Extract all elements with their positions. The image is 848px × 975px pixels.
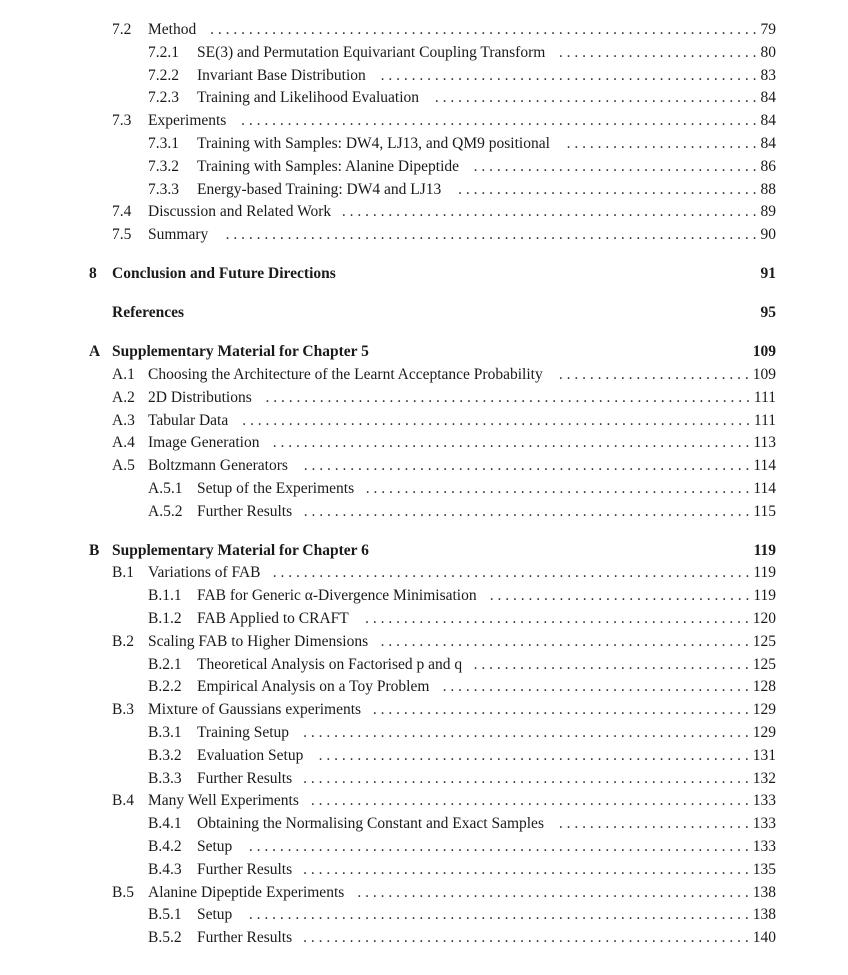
entry-title: Evaluation Setup: [197, 746, 304, 764]
entry-title: Method: [148, 21, 197, 38]
entry-page-number: 135: [752, 860, 776, 878]
toc-subsection-entry[interactable]: [0, 65, 848, 88]
entry-title: 2D Distributions: [148, 388, 252, 406]
entry-number: A.5.2: [148, 502, 183, 520]
entry-page-number: 111: [753, 411, 776, 429]
toc-subsection-entry[interactable]: [0, 608, 848, 631]
toc-section-entry[interactable]: [0, 790, 848, 813]
entry-number: A.2: [112, 388, 135, 406]
entry-number: A.4: [112, 434, 135, 452]
entry-page-number: 86: [760, 157, 776, 175]
toc-subsection-entry[interactable]: [0, 501, 848, 524]
dot-leader: . . . . . . . . . . . . . . . . . . . . . . . . . .: [555, 43, 757, 61]
entry-number: B.2.2: [148, 678, 182, 696]
dot-leader: . . . . . . . . . . . . . . . . . . . . . . . . . . . . . . . . . . . . . . . . . . . . . . . .: [376, 632, 749, 650]
entry-title: Alanine Dipeptide Experiments: [148, 883, 345, 901]
entry-title: Choosing the Architecture of the Learnt Acceptance Probability: [148, 365, 543, 383]
entry-number: B.3.1: [148, 724, 182, 742]
entry-title: Further Results: [197, 929, 293, 947]
entry-page-number: 125: [752, 655, 776, 673]
entry-number: A: [89, 343, 101, 361]
entry-number: B.4.2: [148, 838, 182, 856]
dot-leader: . . . . . . . . . . . . . . . . . . . . . . . . . . . . . . . . . . . . . . . . . . . . . . . . . . . . . . . . . .: [299, 502, 750, 520]
entry-number: B.4.3: [148, 860, 182, 878]
entry-page-number: 113: [753, 434, 776, 452]
entry-title: Training with Samples: DW4, LJ13, and QM9 positional: [197, 134, 550, 152]
entry-title: Many Well Experiments: [148, 792, 299, 810]
dot-leader: . . . . . . . . . . . . . . . . . . . . . . . . . . . . . . . . . . . . . . . . . . . . . . . . . . . . . . . . . . . . . . . . . .: [238, 411, 750, 429]
entry-page-number: 140: [752, 929, 776, 947]
entry-number: A.5: [112, 457, 135, 475]
dot-leader: . . . . . . . . . . . . . . . . . . . . . . . . . . . . . . . . . . . . . . . . . . . . . . . . . . . . . . . . .: [307, 792, 749, 810]
entry-number: B.5.2: [148, 929, 182, 947]
entry-page-number: 114: [753, 479, 776, 497]
dot-leader: . . . . . . . . . . . . . . . . . . . . . . . . . . . . . . . . . . . . . . . . . . . . . . . . . . . . . . . . . . . . . . . . .: [245, 906, 749, 924]
toc-chapter-entry[interactable]: [0, 263, 848, 286]
entry-number: B.5: [112, 883, 134, 901]
entry-page-number: 129: [752, 724, 776, 742]
entry-title: Setup: [197, 838, 233, 856]
entry-page-number: 115: [753, 502, 776, 520]
dot-leader: . . . . . . . . . . . . . . . . . . . . . . . . . . . . . . . . . . . . . . . . . . . . . . . . . . . . . . . . . . . . . .: [268, 564, 750, 582]
entry-number: 7.2: [112, 21, 132, 38]
entry-number: 7.3.2: [148, 157, 179, 175]
toc-section-entry[interactable]: [0, 224, 848, 247]
dot-leader: . . . . . . . . . . . . . . . . . . . . . . . . . . . . . . . . . . . . . . . . . . . . . . . . . . . . . . . . . . . . . . . . . . . . .: [221, 226, 757, 244]
entry-number: B.1.2: [148, 610, 182, 628]
dot-leader: . . . . . . . . . . . . . . . . . . . . . . . . . . . . . . . . . . . . . . . . . . . . . . . . . .: [361, 610, 749, 628]
dot-leader: . . . . . . . . . . . . . . . . . . . . . . . . . . . . . . . . . . . . . . . . . . . . . . . . . . . . . .: [338, 203, 757, 221]
entry-page-number: 132: [752, 769, 776, 787]
toc-subsection-entry[interactable]: [0, 813, 848, 836]
entry-page-number: 119: [753, 564, 776, 582]
dot-leader: . . . . . . . . . . . . . . . . . . . . . . . . . . . . . . . . . . . . . . .: [454, 180, 757, 198]
entry-number: B.2.1: [148, 655, 182, 673]
entry-number: 7.2.3: [148, 89, 179, 107]
toc-section-entry[interactable]: [0, 201, 848, 224]
entry-title: Theoretical Analysis on Factorised p and q: [197, 655, 463, 673]
entry-number: 7.2.1: [148, 43, 179, 61]
entry-number: 7.5: [112, 226, 132, 244]
entry-page-number: 111: [753, 388, 776, 406]
toc-section-entry[interactable]: [0, 432, 848, 455]
entry-title: Training and Likelihood Evaluation: [197, 89, 419, 107]
entry-title: Mixture of Gaussians experiments: [148, 701, 362, 719]
table-of-contents: [0, 19, 848, 950]
entry-title: Supplementary Material for Chapter 5: [112, 343, 369, 361]
toc-subsection-entry[interactable]: [0, 859, 848, 882]
dot-leader: . . . . . . . . . . . . . . . . . . . . . . . . . . . . . . . . . . . . . . . . . . . . . . . . . . . . . . . . . . . . . .: [268, 434, 750, 452]
toc-chapter-entry[interactable]: [0, 341, 848, 364]
dot-leader: . . . . . . . . . . . . . . . . . . . . . . . . . . . . . . . . . . . . . . . . . . . . . . . . . . . . . . . . . . . . . . . . .: [245, 838, 749, 856]
entry-title: Training Setup: [197, 724, 290, 742]
entry-page-number: 89: [760, 203, 776, 221]
entry-page-number: 125: [752, 632, 776, 650]
entry-title: Boltzmann Generators: [148, 457, 288, 475]
toc-subsection-entry[interactable]: [0, 836, 848, 859]
dot-leader: . . . . . . . . . . . . . . . . . . . . . . . . . . . . . . . . . .: [485, 587, 750, 605]
dot-leader: . . . . . . . . . . . . . . . . . . . . . . . . . . . . . . . . . . . . . . . . . . . . . . . . . . . . . . . . . .: [299, 724, 749, 742]
dot-leader: . . . . . . . . . . . . . . . . . . . . . . . . . . . . . . . . . . . . . . . . . . . . . . . . . . . . . . . . . .: [299, 457, 750, 475]
entry-title: Summary: [148, 226, 209, 244]
entry-title: Image Generation: [148, 434, 260, 452]
entry-page-number: 84: [760, 134, 776, 152]
entry-number: A.3: [112, 411, 135, 429]
entry-page-number: 133: [752, 815, 776, 833]
entry-title: Variations of FAB: [148, 564, 261, 582]
entry-number: B.5.1: [148, 906, 182, 924]
entry-page-number: 131: [752, 746, 776, 764]
entry-page-number: 91: [760, 265, 776, 283]
toc-subsection-entry[interactable]: [0, 156, 848, 179]
dot-leader: . . . . . . . . . . . . . . . . . . . . . . . . . . . . . . . . . . . . . . . . . .: [431, 89, 757, 107]
dot-leader: . . . . . . . . . . . . . . . . . . . . . . . . .: [555, 365, 749, 383]
entry-page-number: 119: [753, 541, 776, 559]
entry-number: 7.2.2: [148, 66, 179, 84]
entry-page-number: 84: [760, 89, 776, 107]
dot-leader: . . . . . . . . . . . . . . . . . . . . . . . . . . . . . . . . . . . . . . . . . . . . . . . . . . . . . . . . . . . . . . .: [261, 388, 750, 406]
dot-leader: . . . . . . . . . . . . . . . . . . . . . . . . . . . . . . . . . . . . . . . . . . . . . . . . . . .: [353, 883, 749, 901]
toc-subsection-entry[interactable]: [0, 179, 848, 202]
entry-number: B: [89, 541, 100, 559]
entry-page-number: 133: [752, 792, 776, 810]
entry-page-number: 95: [760, 304, 776, 322]
entry-title: FAB for Generic α-Divergence Minimisation: [197, 587, 477, 605]
toc-chapter-entry[interactable]: [0, 540, 848, 563]
entry-title: Further Results: [197, 502, 293, 520]
entry-page-number: 83: [760, 66, 776, 84]
entry-number: 7.3.3: [148, 180, 179, 198]
entry-page-number: 90: [760, 226, 776, 244]
entry-number: A.1: [112, 365, 135, 383]
entry-title: FAB Applied to CRAFT: [197, 610, 349, 628]
entry-page-number: 133: [752, 838, 776, 856]
toc-subsection-entry[interactable]: [0, 478, 848, 501]
entry-number: A.5.1: [148, 479, 183, 497]
entry-page-number: 138: [752, 883, 776, 901]
entry-number: 7.3.1: [148, 134, 179, 152]
toc-section-entry[interactable]: [0, 19, 848, 42]
toc-subsection-entry[interactable]: [0, 654, 848, 677]
entry-page-number: 119: [753, 587, 776, 605]
entry-title: Setup of the Experiments: [197, 479, 355, 497]
entry-page-number: 88: [760, 180, 776, 198]
entry-title: Further Results: [197, 860, 293, 878]
entry-number: B.4.1: [148, 815, 182, 833]
toc-section-entry[interactable]: [0, 364, 848, 387]
toc-subsection-entry[interactable]: [0, 42, 848, 65]
toc-subsection-entry[interactable]: [0, 676, 848, 699]
entry-title: Invariant Base Distribution: [197, 66, 366, 84]
entry-title: References: [112, 304, 185, 322]
entry-page-number: 109: [752, 365, 776, 383]
entry-title: SE(3) and Permutation Equivariant Coupling Transform: [197, 43, 546, 61]
entry-number: B.1: [112, 564, 134, 582]
entry-page-number: 120: [752, 610, 776, 628]
entry-number: B.3.3: [148, 769, 182, 787]
toc-section-entry[interactable]: [0, 562, 848, 585]
toc-subsection-entry[interactable]: [0, 133, 848, 156]
dot-leader: . . . . . . . . . . . . . . . . . . . . . . . . . . . . . . . . . . . . .: [469, 157, 757, 175]
toc-subsection-entry[interactable]: [0, 585, 848, 608]
entry-title: Discussion and Related Work: [148, 203, 332, 221]
entry-number: B.3: [112, 701, 134, 719]
toc-section-entry[interactable]: [0, 410, 848, 433]
toc-subsection-entry[interactable]: [0, 904, 848, 927]
toc-subsection-entry[interactable]: [0, 87, 848, 110]
entry-page-number: 114: [753, 457, 776, 475]
entry-page-number: 79: [760, 21, 776, 38]
entry-number: B.3.2: [148, 746, 182, 764]
entry-title: Conclusion and Future Directions: [112, 265, 336, 283]
toc-subsection-entry[interactable]: [0, 768, 848, 791]
dot-leader: . . . . . . . . . . . . . . . . . . . . . . . . . . . . . . . . . . . .: [469, 655, 749, 673]
dot-leader: . . . . . . . . . . . . . . . . . . . . . . . . . . . . . . . . . . . . . . . . . . . . . . . . . . . . . . . . . . . . . . . . . . . . . . .: [206, 21, 757, 38]
dot-leader: . . . . . . . . . . . . . . . . . . . . . . . . . . . . . . . . . . . . . . . .: [438, 678, 749, 696]
entry-title: Obtaining the Normalising Constant and Exact Samples: [197, 815, 544, 833]
dot-leader: . . . . . . . . . . . . . . . . . . . . . . . . . . . . . . . . . . . . . . . . . . . . . . . . . . . . . . . . . . . . . . . . . . .: [237, 112, 757, 130]
toc-section-entry[interactable]: [0, 455, 848, 478]
entry-page-number: 128: [752, 678, 776, 696]
toc-section-entry[interactable]: [0, 387, 848, 410]
toc-subsection-entry[interactable]: [0, 927, 848, 950]
entry-title: Empirical Analysis on a Toy Problem: [197, 678, 430, 696]
entry-number: B.1.1: [148, 587, 182, 605]
toc-section-entry[interactable]: [0, 882, 848, 905]
dot-leader: . . . . . . . . . . . . . . . . . . . . . . . . . . . . . . . . . . . . . . . . . . . . . . . . . . . . . . . . . .: [299, 769, 749, 787]
entry-page-number: 129: [752, 701, 776, 719]
entry-title: Supplementary Material for Chapter 6: [112, 541, 369, 559]
entry-number: 7.3: [112, 112, 132, 130]
entry-title: Training with Samples: Alanine Dipeptide: [197, 157, 460, 175]
entry-page-number: 84: [760, 112, 776, 130]
toc-section-entry[interactable]: [0, 699, 848, 722]
entry-number: 8: [89, 265, 97, 283]
dot-leader: . . . . . . . . . . . . . . . . . . . . . . . . .: [555, 815, 749, 833]
dot-leader: . . . . . . . . . . . . . . . . . . . . . . . . . . . . . . . . . . . . . . . . . . . . . . . . . . . . . . . . . .: [299, 860, 749, 878]
entry-title: Further Results: [197, 769, 293, 787]
dot-leader: . . . . . . . . . . . . . . . . . . . . . . . . . . . . . . . . . . . . . . . . . . . . . . . . . .: [361, 479, 750, 497]
entry-page-number: 138: [752, 906, 776, 924]
dot-leader: . . . . . . . . . . . . . . . . . . . . . . . . . . . . . . . . . . . . . . . . . . . . . . . . . . . . . . . . . .: [299, 929, 749, 947]
entry-page-number: 109: [752, 343, 776, 361]
dot-leader: . . . . . . . . . . . . . . . . . . . . . . . . . . . . . . . . . . . . . . . . . . . . . . . . .: [369, 701, 749, 719]
entry-title: Scaling FAB to Higher Dimensions: [148, 632, 369, 650]
toc-subsection-entry[interactable]: [0, 745, 848, 768]
dot-leader: . . . . . . . . . . . . . . . . . . . . . . . . . . . . . . . . . . . . . . . . . . . . . . . . . . . . . . . .: [314, 746, 749, 764]
dot-leader: . . . . . . . . . . . . . . . . . . . . . . . . .: [562, 134, 757, 152]
toc-section-entry[interactable]: [0, 631, 848, 654]
entry-number: B.4: [112, 792, 134, 810]
entry-title: Energy-based Training: DW4 and LJ13: [197, 180, 442, 198]
entry-number: B.2: [112, 632, 134, 650]
entry-page-number: 80: [760, 43, 776, 61]
toc-subsection-entry[interactable]: [0, 722, 848, 745]
dot-leader: . . . . . . . . . . . . . . . . . . . . . . . . . . . . . . . . . . . . . . . . . . . . . . . . .: [376, 66, 757, 84]
toc-chapter-entry[interactable]: [0, 302, 848, 325]
toc-section-entry[interactable]: [0, 110, 848, 133]
entry-title: Setup: [197, 906, 233, 924]
entry-title: Experiments: [148, 112, 227, 130]
entry-title: Tabular Data: [148, 411, 229, 429]
entry-number: 7.4: [112, 203, 132, 221]
